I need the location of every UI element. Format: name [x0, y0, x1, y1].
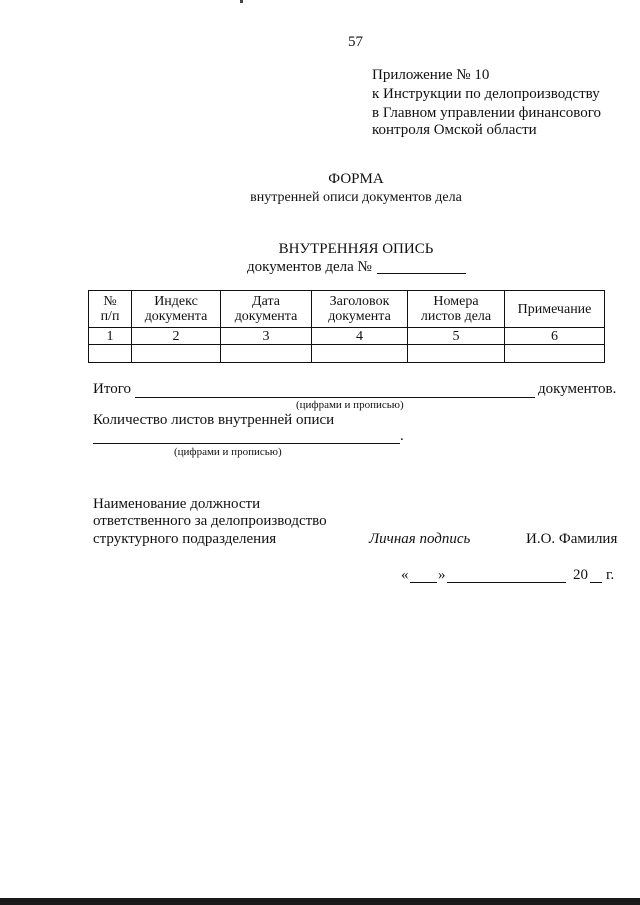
form-title: ФОРМА: [328, 171, 384, 187]
itogo-hint: (цифрами и прописью): [296, 399, 404, 411]
table-header-row: [89, 291, 605, 328]
inventory-table: [88, 290, 605, 363]
itogo-label: Итого: [93, 381, 131, 397]
table-cell: 1: [89, 328, 132, 345]
sheets-count-dot: .: [400, 428, 404, 444]
case-number-line[interactable]: [377, 273, 466, 274]
sheets-count-label: Количество листов внутренней описи: [93, 412, 335, 428]
year-suffix: г.: [606, 567, 615, 583]
header-index: Индекс документа: [132, 291, 221, 328]
appendix-line-4: контроля Омской области: [372, 122, 537, 138]
position-line-1: Наименование должности: [93, 496, 261, 512]
header-doc-title: Заголовок документа: [312, 291, 408, 328]
table-empty-row: [89, 345, 605, 363]
header-date: Дата документа: [221, 291, 312, 328]
year-line[interactable]: [590, 582, 602, 583]
position-line-2: ответственного за делопроизводство: [93, 513, 327, 529]
table-number-row: [89, 328, 605, 345]
table-cell: 5: [408, 328, 505, 345]
inventory-title: ВНУТРЕННЯЯ ОПИСЬ: [278, 241, 434, 257]
position-line-3: структурного подразделения: [93, 531, 277, 547]
sheets-count-line[interactable]: [93, 443, 400, 444]
header-sheets: Номера листов дела: [408, 291, 505, 328]
itogo-line[interactable]: [135, 397, 535, 398]
month-line[interactable]: [447, 582, 566, 583]
date-quote-close: »: [438, 567, 446, 583]
table-cell: 4: [312, 328, 408, 345]
header-note: Примечание: [505, 291, 605, 328]
appendix-line-1: Приложение № 10: [372, 67, 490, 83]
table-cell: 2: [132, 328, 221, 345]
table-cell[interactable]: [221, 345, 312, 363]
personal-signature-label: Личная подпись: [369, 531, 471, 547]
table-cell[interactable]: [132, 345, 221, 363]
scan-bottom-edge: [0, 898, 640, 905]
documents-label: документов.: [538, 381, 617, 397]
appendix-line-3: в Главном управлении финансового: [372, 105, 602, 121]
table-cell: 3: [221, 328, 312, 345]
sheets-count-hint: (цифрами и прописью): [174, 446, 282, 458]
table-cell[interactable]: [408, 345, 505, 363]
table-cell[interactable]: [312, 345, 408, 363]
page-number: 57: [348, 34, 363, 50]
table-cell[interactable]: [89, 345, 132, 363]
date-quote-open: «: [401, 567, 409, 583]
appendix-line-2: к Инструкции по делопроизводству: [372, 86, 600, 102]
table-cell[interactable]: [505, 345, 605, 363]
inventory-subtitle: документов дела №: [247, 259, 372, 275]
year-prefix: 20: [573, 567, 588, 583]
table-cell: 6: [505, 328, 605, 345]
header-number: № п/п: [89, 291, 132, 328]
day-line[interactable]: [410, 582, 437, 583]
form-subtitle: внутренней описи документов дела: [250, 190, 462, 205]
scan-speck: [240, 0, 243, 3]
full-name-label: И.О. Фамилия: [526, 531, 618, 547]
